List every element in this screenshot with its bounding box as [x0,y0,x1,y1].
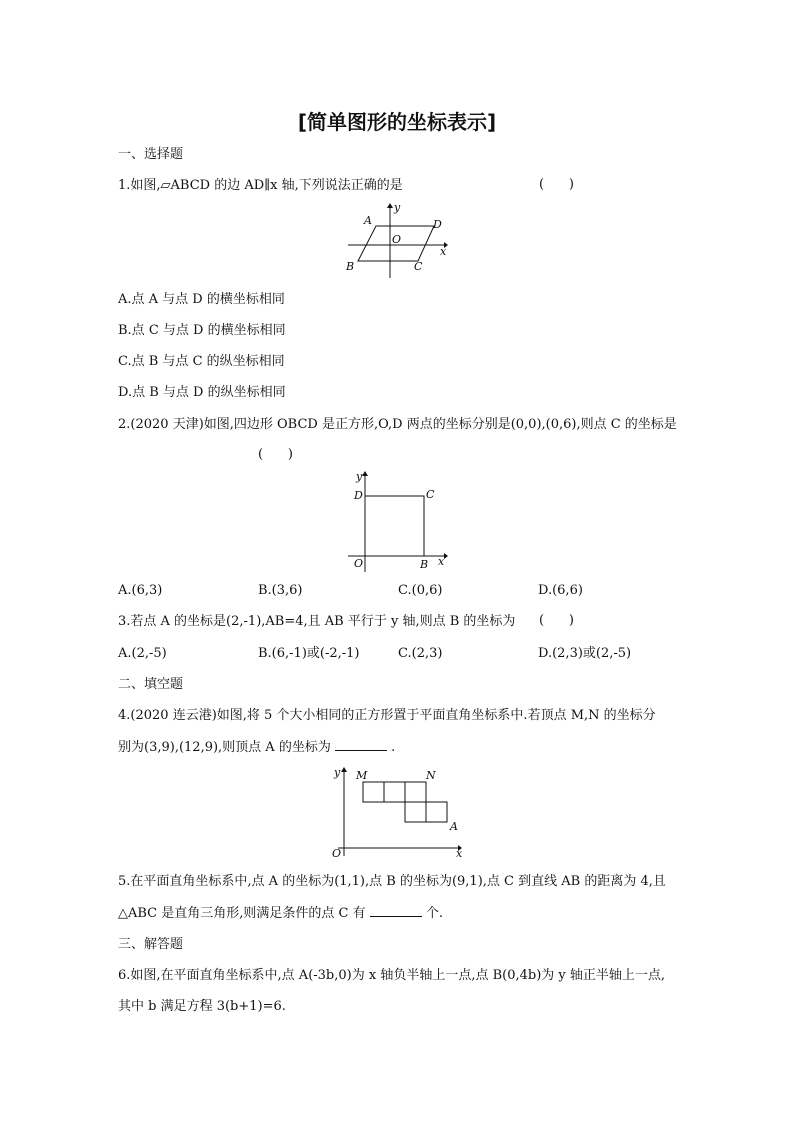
q5-line2 [118,904,443,923]
q5-line2-end: 个. [425,906,444,921]
q2-x-arrow [444,553,448,559]
q4-line2 [118,738,395,757]
q4-square-5 [426,802,447,822]
q1-label-c: C [414,260,423,273]
q3-answer-paren: ( ) [539,613,574,628]
q4-label-n: N [426,769,436,782]
q4-label-y: y [334,766,341,779]
q2-label-c: C [426,488,435,501]
q2-label-d: D [354,489,363,502]
q4-line2-end: . [391,740,396,755]
section-choice-heading: 一、选择题 [118,147,184,162]
q4-square-1 [363,782,384,802]
q1-figure [340,200,450,282]
q2-label-y: y [356,470,363,483]
q5-line1: 5.在平面直角坐标系中,点 A 的坐标为(1,1),点 B 的坐标为(9,1),点 C 到直线 AB 的距离为 4,且 [118,874,666,889]
q3-option-d: D.(2,3)或(2,-5) [538,646,632,661]
q4-square-2 [384,782,405,802]
q1-option-a: A.点 A 与点 D 的横坐标相同 [118,292,285,307]
q5-answer-blank[interactable] [370,904,422,917]
q1-label-x: x [440,245,447,258]
q1-label-y: y [394,201,401,214]
q1-label-o: O [392,233,402,246]
q4-line1: 4.(2020 连云港)如图,将 5 个大小相同的正方形置于平面直角坐标系中.若顶点 M,N 的坐标分 [118,708,656,723]
q1-label-b: B [346,260,355,273]
q3-option-a: A.(2,-5) [118,646,167,661]
q2-answer-paren: ( ) [258,447,293,462]
q4-square-3 [405,782,426,802]
q2-label-o: O [354,557,364,570]
q2-option-b: B.(3,6) [258,583,303,598]
q4-label-o: O [332,847,342,860]
q1-stem: 1.如图,▱ABCD 的边 AD∥x 轴,下列说法正确的是 [118,178,403,193]
q2-label-x: x [438,555,445,568]
q1-label-a: A [364,214,372,227]
q2-square [365,496,424,556]
q4-y-arrow [341,767,347,772]
section-fill-heading: 二、填空题 [118,677,184,692]
q4-answer-blank[interactable] [335,738,387,751]
q4-square-4 [405,802,426,822]
q4-label-a: A [450,820,458,833]
q2-figure [340,468,450,576]
q3-option-b: B.(6,-1)或(-2,-1) [258,646,360,661]
q4-figure [330,764,470,860]
q2-option-d: D.(6,6) [538,583,583,598]
q2-option-c: C.(0,6) [398,583,443,598]
q4-line2-text: 别为(3,9),(12,9),则顶点 A 的坐标为 [118,740,331,755]
q1-option-b: B.点 C 与点 D 的横坐标相同 [118,323,286,338]
q4-label-m: M [356,769,368,782]
q1-answer-paren: ( ) [539,177,574,192]
q2-stem: 2.(2020 天津)如图,四边形 OBCD 是正方形,O,D 两点的坐标分别是(0,0),(0,6),则点 C 的坐标是 [118,417,677,432]
q2-y-arrow [362,471,368,476]
section-solve-heading: 三、解答题 [118,937,184,952]
q2-label-b: B [420,558,429,571]
q1-y-arrow [387,203,393,208]
q1-option-d: D.点 B 与点 D 的纵坐标相同 [118,385,286,400]
q4-label-x: x [456,847,463,860]
q2-option-a: A.(6,3) [118,583,163,598]
q6-line2: 其中 b 满足方程 3(b+1)=6. [118,999,286,1014]
q3-option-c: C.(2,3) [398,646,443,661]
q5-line2-start: △ABC 是直角三角形,则满足条件的点 C 有 [118,906,366,921]
q3-stem: 3.若点 A 的坐标是(2,-1),AB=4,且 AB 平行于 y 轴,则点 B 的坐标为 [118,614,516,629]
q1-option-c: C.点 B 与点 C 的纵坐标相同 [118,354,285,369]
page-title: [简单图形的坐标表示] [297,110,497,134]
q6-line1: 6.如图,在平面直角坐标系中,点 A(-3b,0)为 x 轴负半轴上一点,点 B(0,4b)为 y 轴正半轴上一点, [118,968,666,983]
q1-label-d: D [433,218,442,231]
